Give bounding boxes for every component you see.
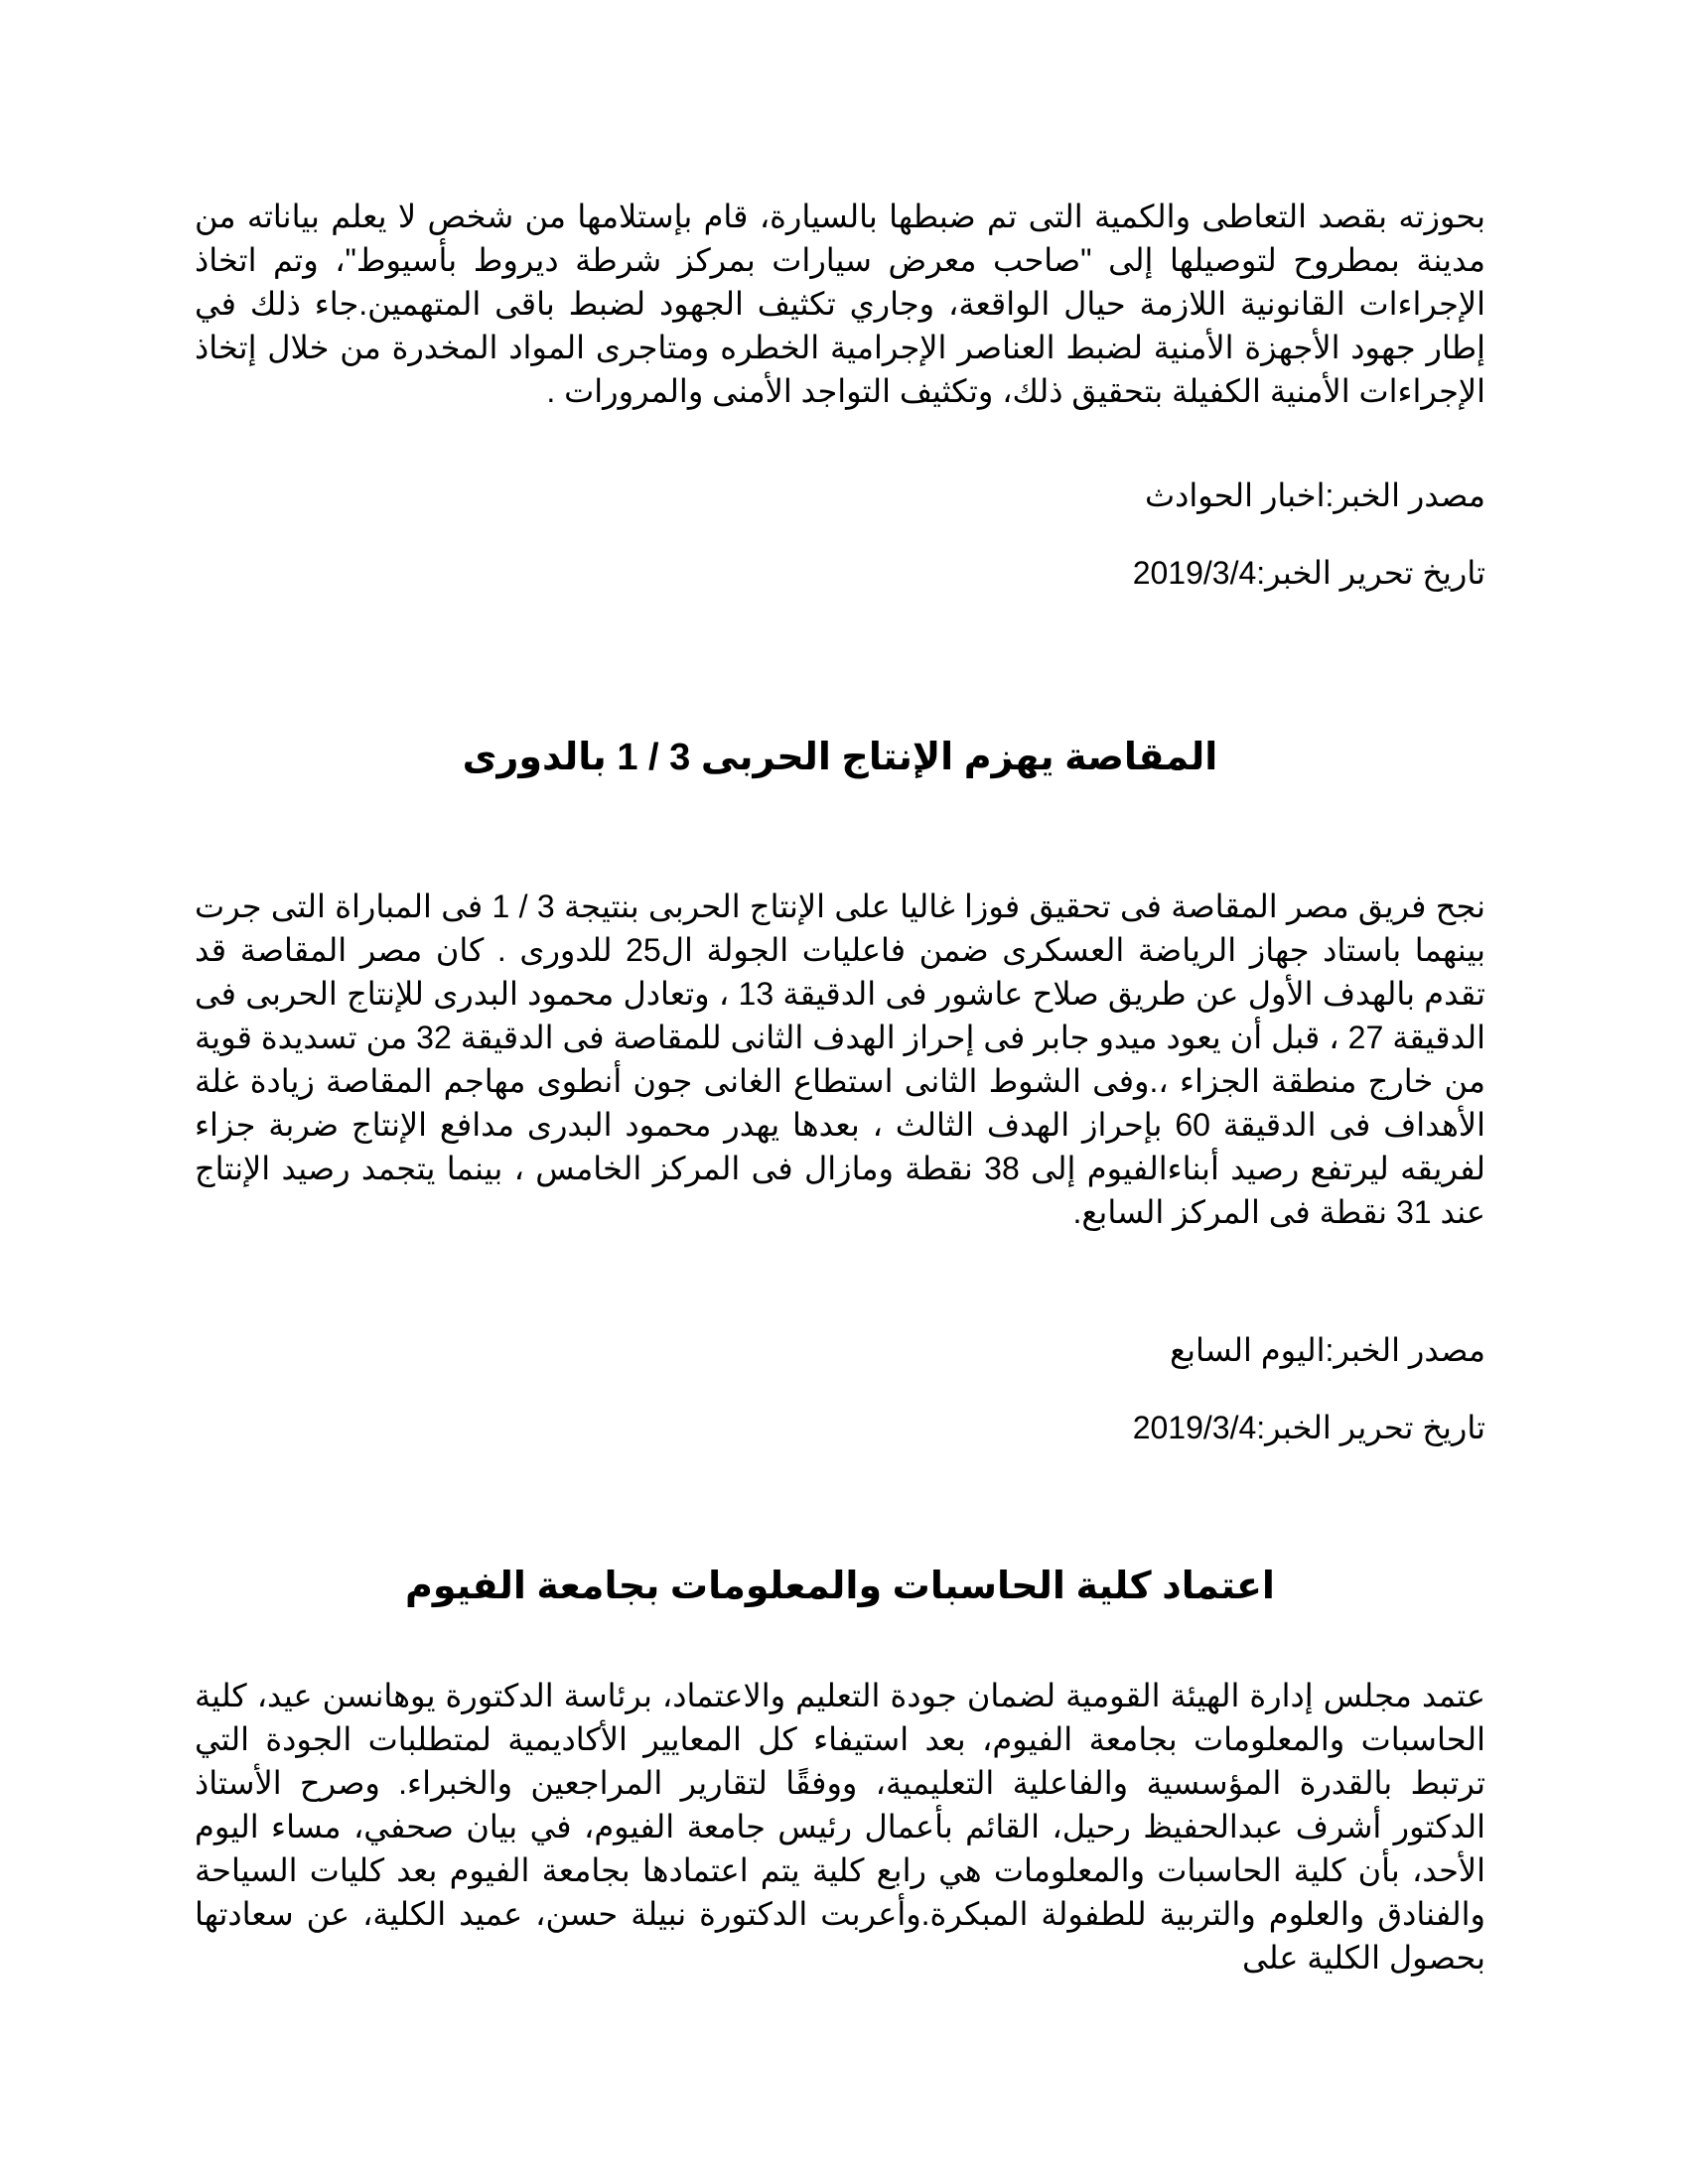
article-1-date	[1133, 551, 1485, 595]
article-3-body: عتمد مجلس إدارة الهيئة القومية لضمان جودة التعليم والاعتماد، برئاسة الدكتورة يوهانسن عيد، كلية الحاسبات والمعلومات بجامعة الفيوم، بعد استيفاء كل المعايير الأكاديمية لمتطلبات الجودة التي ترتبط بالقدرة المؤسسية والفاعلية التعليمية، ووفقًا لتقارير المراجعين والخبراء. وصرح الأستاذ الدكتور أشرف عبدالحفيظ رحيل، القائم بأعمال رئيس جامعة الفيوم، في بيان صحفي، مساء اليوم الأحد، بأن كلية الحاسبات والمعلومات هي رابع كلية يتم اعتمادها بجامعة الفيوم بعد كليات السياحة والفنادق والعلوم والتربية للطفولة المبكرة.وأعربت الدكتورة نبيلة حسن، عميد الكلية، عن سعادتها بحصول الكلية على	[195, 1678, 1486, 1976]
date-label: تاريخ تحرير الخبر:	[1256, 1410, 1485, 1445]
source-value: اخبار الحوادث	[1144, 478, 1326, 513]
source-label: مصدر الخبر:	[1325, 1332, 1485, 1368]
article-3-title: اعتماد كلية الحاسبات والمعلومات بجامعة الفيوم	[405, 1566, 1275, 1607]
source-label: مصدر الخبر:	[1325, 478, 1485, 513]
article-2-body: نجح فريق مصر المقاصة فى تحقيق فوزا غاليا على الإنتاج الحربى بنتيجة 3 / 1 فى المباراة التى جرت بينهما باستاد جهاز الرياضة العسكرى ضمن فاعليات الجولة ال25 للدورى . كان مصر المقاصة قد تقدم بالهدف الأول عن طريق صلاح عاشور فى الدقيقة 13 ، وتعادل محمود البدرى للإنتاج الحربى فى الدقيقة 27 ، قبل أن يعود ميدو جابر فى إحراز الهدف الثانى للمقاصة فى الدقيقة 32 من تسديدة قوية من خارج منطقة الجزاء ،.وفى الشوط الثانى استطاع الغانى جون أنطوى مهاجم المقاصة زيادة غلة الأهداف فى الدقيقة 60 بإحراز الهدف الثالث ، بعدها يهدر محمود البدرى مدافع الإنتاج ضربة جزاء لفريقه ليرتفع رصيد أبناءالفيوم إلى 38 نقطة ومازال فى المركز الخامس ، بينما يتجمد رصيد الإنتاج عند 31 نقطة فى المركز السابع.	[195, 888, 1486, 1230]
article-2-title: المقاصة يهزم الإنتاج الحربى 3 / 1 بالدورى	[462, 737, 1218, 778]
article-1-body: بحوزته بقصد التعاطى والكمية التى تم ضبطها بالسيارة، قام بإستلامها من شخص لا يعلم بياناته من مدينة بمطروح لتوصيلها إلى "صاحب معرض سيارات بمركز شرطة ديروط بأسيوط"، وتم اتخاذ الإجراءات القانونية اللازمة حيال الواقعة، وجاري تكثيف الجهود لضبط باقى المتهمين.جاء ذلك في إطار جهود الأجهزة الأمنية لضبط العناصر الإجرامية الخطره ومتاجرى المواد المخدرة من خلال إتخاذ الإجراءات الأمنية الكفيلة بتحقيق ذلك، وتكثيف التواجد الأمنى والمرورات .	[195, 199, 1485, 409]
date-label: تاريخ تحرير الخبر:	[1256, 555, 1485, 591]
article-1-source	[1145, 474, 1485, 517]
article-2-date	[1133, 1406, 1485, 1449]
date-value: 2019/3/4	[1132, 555, 1257, 591]
source-value: اليوم السابع	[1170, 1332, 1326, 1368]
article-2-source	[1170, 1328, 1485, 1372]
date-value: 2019/3/4	[1132, 1410, 1257, 1445]
